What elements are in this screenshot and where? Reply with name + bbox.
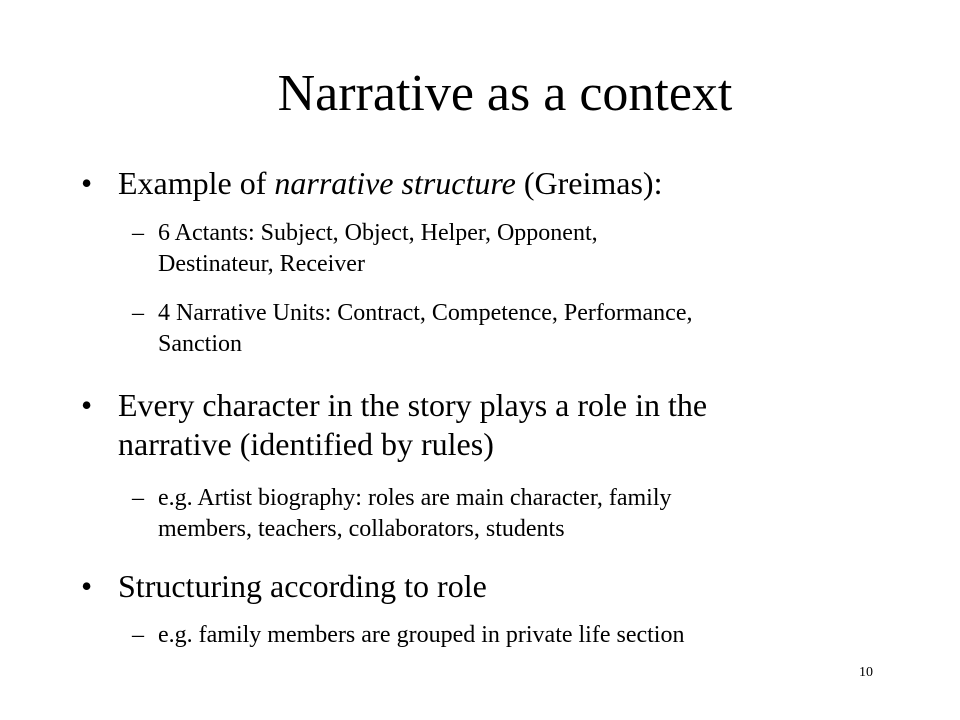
- page-number: 10: [859, 665, 873, 680]
- subbullet-line-2: Sanction: [158, 331, 242, 357]
- subbullet-line-1: e.g. family members are grouped in private life section: [158, 622, 685, 648]
- bullet-text: [118, 164, 858, 203]
- dash-glyph: –: [132, 300, 144, 326]
- bullet-line-2: narrative (identified by rules): [118, 426, 494, 462]
- subbullet-line-1: e.g. Artist biography: roles are main character, family: [158, 485, 672, 511]
- bullet-text-emphasis: narrative structure: [274, 165, 516, 201]
- bullet-text-post: (Greimas):: [515, 165, 663, 201]
- bullet-line-1: Structuring according to role: [118, 568, 487, 604]
- subbullet-line-1: 4 Narrative Units: Contract, Competence, Performance,: [158, 300, 693, 326]
- subbullet-artist-biography: [132, 483, 858, 545]
- bullet-text-pre: Example of: [118, 165, 275, 201]
- bullet-glyph: •: [81, 165, 93, 201]
- bullet-every-character: [81, 386, 858, 464]
- subbullet-actants: [132, 218, 858, 280]
- slide-title: Narrative as a context: [277, 65, 733, 122]
- bullet-structuring: [81, 567, 858, 606]
- subbullet-line-1: 6 Actants: Subject, Object, Helper, Opponent,: [158, 220, 598, 246]
- subbullet-line-2: Destinateur, Receiver: [158, 251, 365, 277]
- bullet-glyph: •: [81, 568, 93, 604]
- dash-glyph: –: [132, 485, 144, 511]
- subbullet-line-2: members, teachers, collaborators, students: [158, 516, 565, 542]
- dash-glyph: –: [132, 220, 144, 246]
- bullet-glyph: •: [81, 387, 93, 423]
- bullet-narrative-structure: [81, 164, 858, 203]
- dash-glyph: –: [132, 622, 144, 648]
- bullet-line-1: Every character in the story plays a role in the: [118, 387, 708, 423]
- subbullet-family-members: [132, 620, 858, 651]
- subbullet-narrative-units: [132, 298, 858, 360]
